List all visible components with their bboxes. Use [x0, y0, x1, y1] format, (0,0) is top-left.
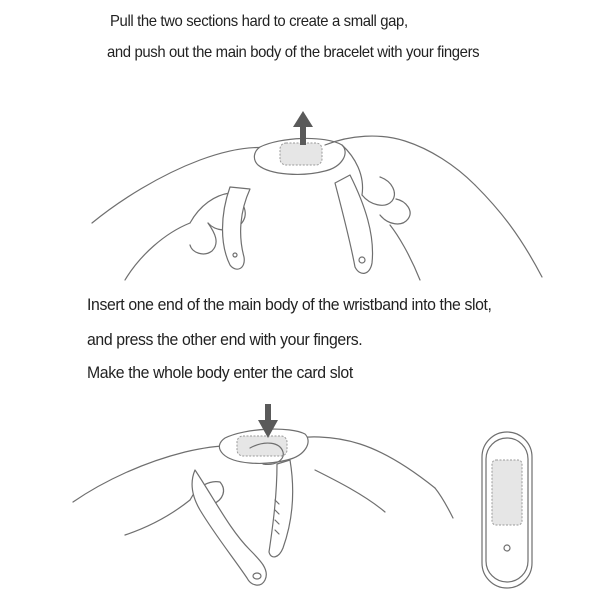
removal-illustration [80, 105, 550, 285]
assembled-band-illustration [470, 430, 545, 590]
capsule-screen [280, 143, 322, 165]
insertion-illustration [65, 400, 455, 595]
step2-line3: Make the whole body enter the card slot [87, 363, 353, 382]
step2-line1: Insert one end of the main body of the wristband into the slot, [87, 295, 492, 314]
step1-line1: Pull the two sections hard to create a small gap, [110, 13, 408, 30]
step2-line2: and press the other end with your fingers. [87, 330, 363, 349]
step1-line2: and push out the main body of the bracelet with your fingers [107, 44, 480, 61]
wristband-strap [192, 470, 266, 585]
right-strap [335, 175, 373, 273]
band-screen [492, 460, 522, 525]
